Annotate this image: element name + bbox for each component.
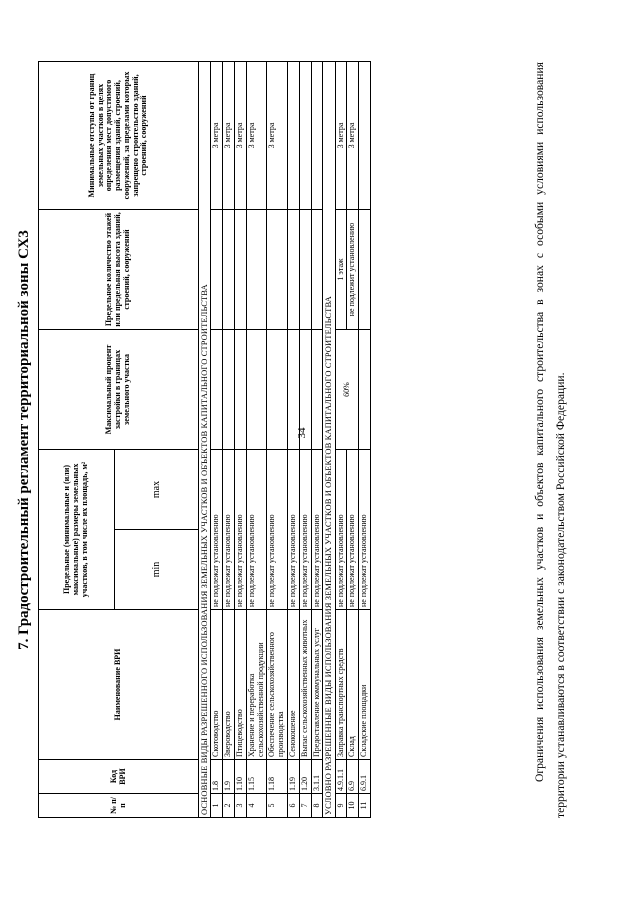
row-num: 4 [246,794,267,818]
row-code: 1.8 [211,760,223,794]
row-size-limits: не подлежат установлению [246,450,267,610]
row-size-limits: не подлежат установлению [335,450,347,610]
header-setback: Минимальные отступы от границ земельных участков в целях определения мест допустимого размещения зданий, строений, сооружений, за пределами которых запрещено строительство зданий, строений, сооружений [39,62,199,210]
row-floors [311,210,323,330]
row-code: 6.9 [347,760,359,794]
footer-paragraph: Ограничения использования земельных участков и объектов капитального строительства в зонах с особыми условиями использования территории устанавливаются в соответствии с законодательством Российской Федерации. [533,62,567,818]
row-floors [223,210,235,330]
row-floors [287,210,299,330]
header-code: Код ВРИ [39,760,199,794]
table-row [211,62,223,818]
row-floors: 1 этаж [335,210,347,330]
row-size-limits: не подлежат установлению [234,450,246,610]
row-floors: не подлежит установлению [347,210,359,330]
row-num: 8 [311,794,323,818]
header-limits: Предельные (минимальные и (или) максимальные) размеры земельных участков, в том числе их площадь, м² [39,450,115,610]
row-setback: 3 метра [347,62,359,210]
row-setback: 3 метра [246,62,267,210]
row-name: Хранение и переработка сельскохозяйственной продукции [246,610,267,760]
row-code: 6.9.1 [359,760,371,794]
row-setback [311,62,323,210]
row-percent [267,330,288,450]
row-num: 2 [223,794,235,818]
row-setback: 3 метра [267,62,288,210]
row-percent [287,330,299,450]
row-num: 11 [359,794,371,818]
header-num: № п/п [39,794,199,818]
row-percent: 60% [335,330,359,450]
section-row-main [199,62,211,818]
row-percent [359,330,371,450]
row-setback: 3 метра [234,62,246,210]
row-percent [234,330,246,450]
row-percent [223,330,235,450]
row-floors [299,210,311,330]
row-code: 3.1.1 [311,760,323,794]
row-floors [267,210,288,330]
table-row [223,62,235,818]
row-name: Выпас сельскохозяйственных животных [299,610,311,760]
row-percent [211,330,223,450]
row-floors [359,210,371,330]
row-name: Заправка транспортных средств [335,610,347,760]
row-size-limits: не подлежат установлению [347,450,359,610]
header-name: Наименование ВРИ [39,610,199,760]
table-row [267,62,288,818]
header-floors: Предельное количество этажей или предельная высота зданий, строений, сооружений [39,210,199,330]
row-name: Предоставление коммунальных услуг [311,610,323,760]
row-num: 3 [234,794,246,818]
row-name: Птицеводство [234,610,246,760]
row-size-limits: не подлежат установлению [359,450,371,610]
row-floors [211,210,223,330]
row-name: Скотоводство [211,610,223,760]
row-size-limits: не подлежат установлению [223,450,235,610]
table-row [335,62,347,818]
table-row [359,62,371,818]
row-num: 10 [347,794,359,818]
row-code: 1.20 [299,760,311,794]
row-code: 4.9.1.1 [335,760,347,794]
row-code: 1.10 [234,760,246,794]
row-size-limits: не подлежат установлению [287,450,299,610]
row-percent [311,330,323,450]
row-setback: 3 метра [335,62,347,210]
row-name: Склад [347,610,359,760]
header-percent: Максимальный процент застройки в границах земельного участка [39,330,199,450]
row-code: 1.9 [223,760,235,794]
row-size-limits: не подлежат установлению [267,450,288,610]
row-num: 9 [335,794,347,818]
table-row [311,62,323,818]
row-percent [246,330,267,450]
row-name: Обеспечение сельскохозяйственного производства [267,610,288,760]
row-name: Складские площадки [359,610,371,760]
row-floors [246,210,267,330]
row-setback [359,62,371,210]
header-min: min [115,530,199,610]
row-code: 1.19 [287,760,299,794]
table-row [287,62,299,818]
regulation-table [38,61,371,818]
row-floors [234,210,246,330]
row-size-limits: не подлежат установлению [211,450,223,610]
row-setback [299,62,311,210]
header-max: max [115,450,199,530]
section-row-conditional [323,62,335,818]
row-size-limits: не подлежат установлению [311,450,323,610]
row-num: 5 [267,794,288,818]
row-num: 6 [287,794,299,818]
section-main-label: ОСНОВНЫЕ ВИДЫ РАЗРЕШЕННОГО ИСПОЛЬЗОВАНИЯ ЗЕМЕЛЬНЫХ УЧАСТКОВ И ОБЪЕКТОВ КАПИТАЛЬНОГО СТРОИТЕЛЬСТВА [199,62,211,818]
page-number: 34 [296,427,308,439]
row-setback: 3 метра [211,62,223,210]
row-num: 7 [299,794,311,818]
table-row [246,62,267,818]
section-conditional-label: УСЛОВНО РАЗРЕШЕННЫЕ ВИДЫ ИСПОЛЬЗОВАНИЯ ЗЕМЕЛЬНЫХ УЧАСТКОВ И ОБЪЕКТОВ КАПИТАЛЬНОГО СТРОИТЕЛЬСТВА [323,62,335,818]
row-name: Сенокошение [287,610,299,760]
row-code: 1.15 [246,760,267,794]
row-setback [287,62,299,210]
row-size-limits: не подлежат установлению [299,450,311,610]
row-code: 1.18 [267,760,288,794]
row-num: 1 [211,794,223,818]
document-title: 7. Градостроительный регламент территориальной зоны СХ3 [16,230,32,650]
table-row [299,62,311,818]
table-row [234,62,246,818]
row-percent [299,330,311,450]
row-name: Звероводство [223,610,235,760]
row-setback: 3 метра [223,62,235,210]
rotated-page-content [10,0,590,890]
